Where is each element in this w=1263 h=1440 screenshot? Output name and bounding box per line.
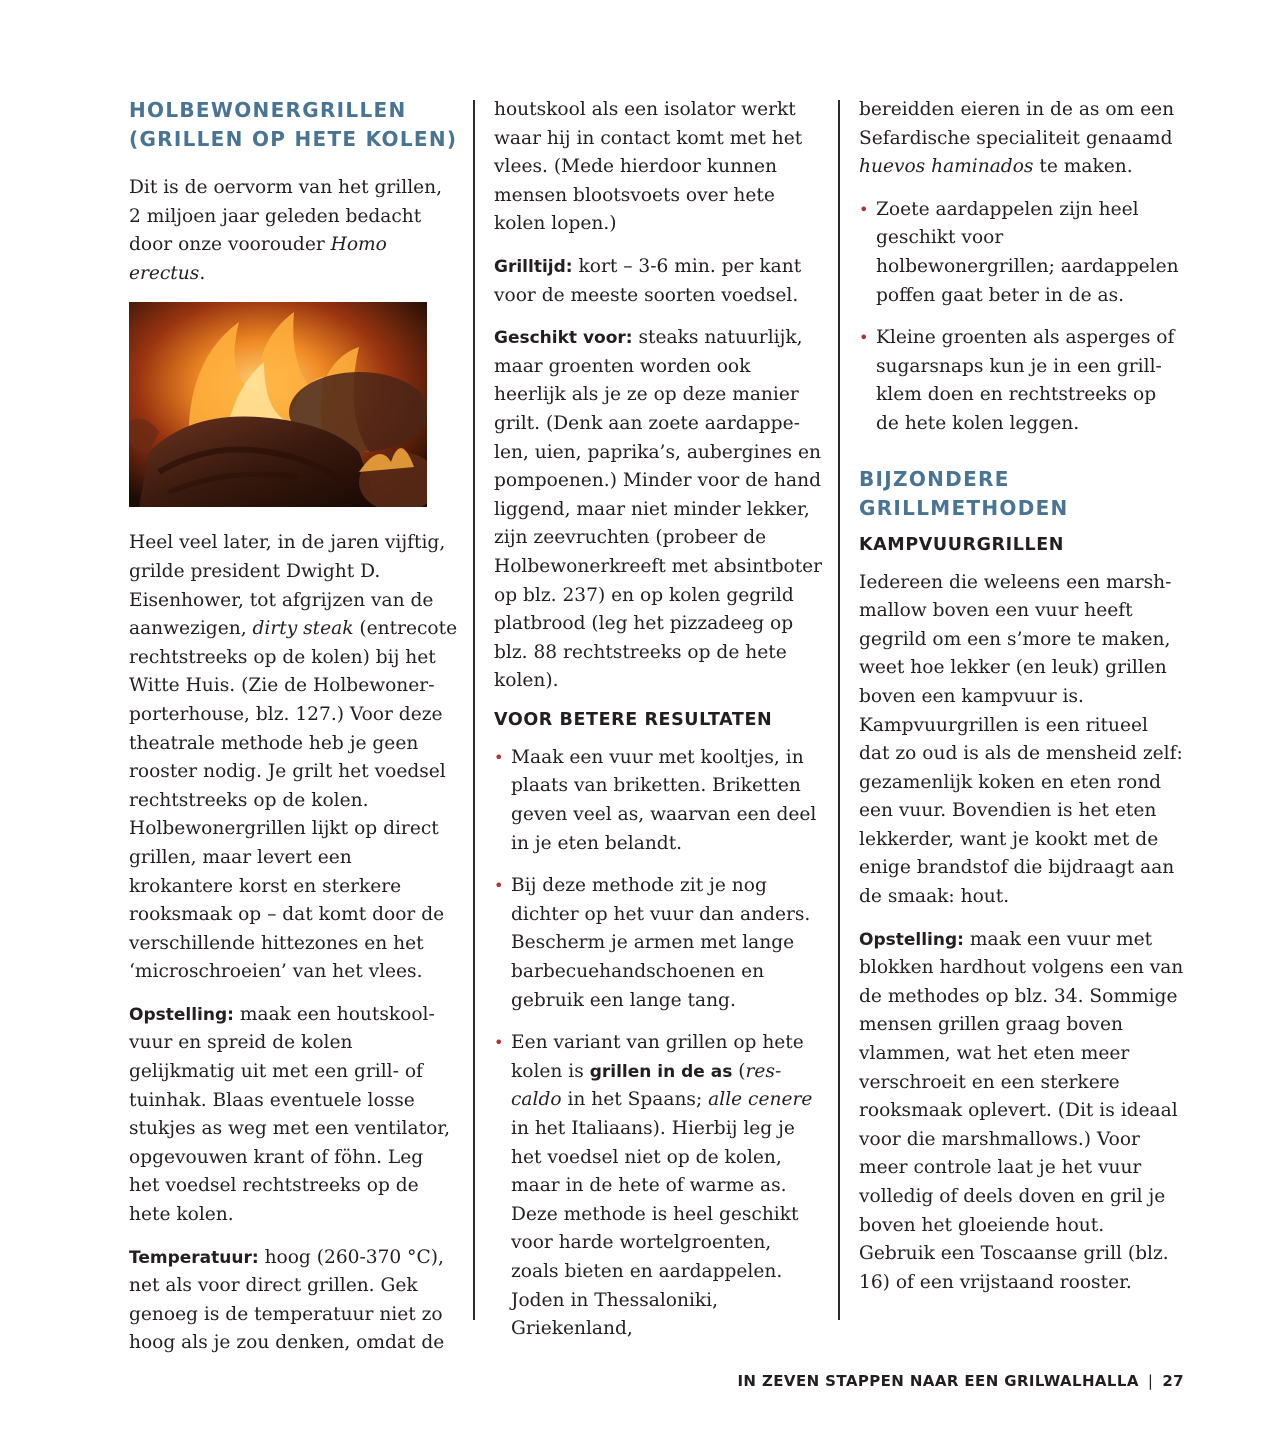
- text: (entrecote rechtstreeks op de kolen) bij het Witte Huis. (Zie de Holbewonerporterhouse, blz. 127.) Voor deze theatrale methode heb je geen rooster nodig. Je grilt het voedsel rechtstreeks op de kolen. Holbewonergrillen lijkt op direct grillen, maar levert een krokantere korst en sterkere rooksmaak op – dat komt door de verschillende hittezones en het ‘microschroeien’ van het vlees.: [129, 618, 458, 983]
- label: Opstelling:: [129, 1004, 234, 1025]
- list-item: [859, 324, 1184, 438]
- label: Grilltijd:: [494, 256, 573, 277]
- bullet-icon: •: [494, 747, 504, 767]
- bullet-icon: •: [859, 199, 869, 219]
- text: bereidden eieren in de as om een Sefardische specialiteit genaamd: [859, 99, 1175, 149]
- heading-line: (GRILLEN OP HETE KOLEN): [129, 127, 458, 151]
- section-heading-special-methods: [859, 465, 1184, 523]
- column-1: [129, 96, 459, 1358]
- emphasis: Homo erectus: [129, 234, 387, 284]
- subheading-better-results: VOOR BETERE RESULTATEN: [494, 709, 773, 730]
- footer-separator: |: [1147, 1372, 1154, 1390]
- bullet-icon: •: [859, 328, 869, 348]
- page-footer: [737, 1372, 1184, 1390]
- heading-line: HOLBEWONERGRILLEN: [129, 98, 407, 122]
- text: (: [732, 1060, 746, 1082]
- text: Maak een vuur met kooltjes, in plaats van briketten. Briketten geven veel as, waarvan een deel in je eten belandt.: [511, 746, 817, 854]
- text: hoog (260-370 °C), net als voor direct grillen. Gek genoeg is de temperatuur niet zo hoog als je zou denken, omdat de: [129, 1246, 445, 1354]
- running-title: IN ZEVEN STAPPEN NAAR EEN GRILWALHALLA: [737, 1372, 1139, 1390]
- suited-for-paragraph: [494, 324, 824, 696]
- heading-line: BIJZONDERE: [859, 466, 1010, 491]
- setup-paragraph: [129, 1001, 459, 1230]
- label: Temperatuur:: [129, 1247, 259, 1268]
- emphasis: rescaldo: [511, 1060, 782, 1111]
- list-item: [494, 744, 824, 858]
- text: Heel veel later, in de jaren vijftig, grilde president Dwight D. Eisenhower, tot afgrijzen van de aanwezigen,: [129, 532, 446, 640]
- page-number: 27: [1162, 1372, 1184, 1390]
- text: in het Italiaans). Hierbij leg je het voedsel niet op de kolen, maar in de hete of warme as. Deze methode is heel geschikt voor harde wortelgroenten, zoals bieten en aardappelen. Joden in Thessaloniki, Griekenland,: [511, 1118, 799, 1340]
- grilltime-paragraph: [494, 253, 824, 310]
- column-2: [494, 96, 824, 1358]
- text: .: [199, 262, 206, 284]
- bullet-icon: •: [494, 1033, 504, 1053]
- text: maak een houtskoolvuur en spreid de kolen gelijkmatig uit met een grill- of tuinhak. Blaas eventuele losse stukjes as weg met een ventilator, opgevouwen krant of föhn. Leg het voedsel rechtstreeks op de hete kolen.: [129, 1003, 451, 1226]
- continuation-paragraph: houtskool als een isolator werkt waar hij in contact komt met het vlees. (Mede hierdoor kunnen mensen blootsvoets over hete kolen lopen.): [494, 99, 803, 235]
- label: Opstelling:: [859, 929, 964, 950]
- bold-term: grillen in de as: [589, 1061, 733, 1082]
- photo-steak-on-coals: [129, 302, 427, 507]
- emphasis: huevos haminados: [859, 156, 1034, 178]
- column-3: [859, 96, 1184, 1297]
- campfire-paragraph: Iedereen die weleens een marshmallow boven een vuur heeft gegrild om een s’more te maken, weet hoe lekker (en leuk) grillen boven een kampvuur is. Kampvuurgrillen is een ritueel dat zo oud is als de mensheid zelf: gezamenlijk koken en eten rond een vuur. Bovendien is het eten lekkerder, want je kookt met de enige brandstof die bijdraagt aan de smaak: hout.: [859, 571, 1183, 908]
- text: kort – 3-6 min. per kant voor de meeste soorten voedsel.: [494, 255, 802, 306]
- text: steaks natuurlijk, maar groenten worden ook heerlijk als je ze op deze manier grilt. (Denk aan zoete aardappelen, uien, paprika’s, aubergines en pompoenen.) Minder voor de hand liggend, maar niet minder lekker, zijn zeevruchten (probeer de Holbewonerkreeft met absintboter op blz. 237) en op kolen gegrild platbrood (leg het pizzadeeg op blz. 88 rechtstreeks op de hete kolen).: [494, 327, 823, 692]
- text: Bij deze methode zit je nog dichter op het vuur dan anders. Bescherm je armen met lange barbecuehandschoenen en gebruik een lange tang.: [511, 875, 811, 1011]
- section-heading-holbewonergrillen: [129, 96, 459, 154]
- subheading-campfire-grilling: KAMPVUURGRILLEN: [859, 534, 1065, 555]
- text: in het Spaans;: [561, 1089, 709, 1111]
- fire-steak-image: [129, 302, 427, 507]
- column-divider: [838, 100, 840, 1320]
- list-item: [859, 196, 1184, 310]
- list-item: [494, 872, 824, 1015]
- text: Dit is de oervorm van het grillen, 2 miljoen jaar geleden bedacht door onze voorouder: [129, 177, 443, 256]
- text: maak een vuur met blokken hardhout volgens een van de methodes op blz. 34. Sommige mensen grillen graag boven vlammen, wat het eten meer verschroeit en een sterkere rooksmaak oplevert. (Dit is ideaal voor die marshmallows.) Voor meer controle laat je het vuur volledig of deels doven en gril je boven het gloeiende hout. Gebruik een Toscaanse grill (blz. 16) of een vrijstaand rooster.: [859, 928, 1184, 1293]
- column-divider: [473, 100, 475, 1320]
- eisenhower-paragraph: [129, 529, 459, 987]
- heading-line: GRILLMETHODEN: [859, 495, 1069, 520]
- text: Een variant van grillen op hete kolen is: [511, 1032, 804, 1082]
- temperature-paragraph: [129, 1244, 459, 1358]
- emphasis: alle cenere: [708, 1089, 813, 1111]
- list-item: [494, 1029, 824, 1344]
- intro-paragraph: [129, 174, 459, 288]
- text: Kleine groenten als asperges of sugarsnaps kun je in een grillklem doen en rechtstreeks op de hete kolen leggen.: [876, 327, 1175, 434]
- emphasis: dirty steak: [252, 618, 354, 640]
- setup-paragraph: [859, 926, 1184, 1298]
- label: Geschikt voor:: [494, 328, 633, 349]
- text: Zoete aardappelen zijn heel geschikt voor holbewonergrillen; aardappelen poffen gaat beter in de as.: [876, 198, 1179, 306]
- continuation-paragraph: [859, 96, 1184, 182]
- bullet-icon: •: [494, 876, 504, 896]
- text: te maken.: [1033, 156, 1133, 178]
